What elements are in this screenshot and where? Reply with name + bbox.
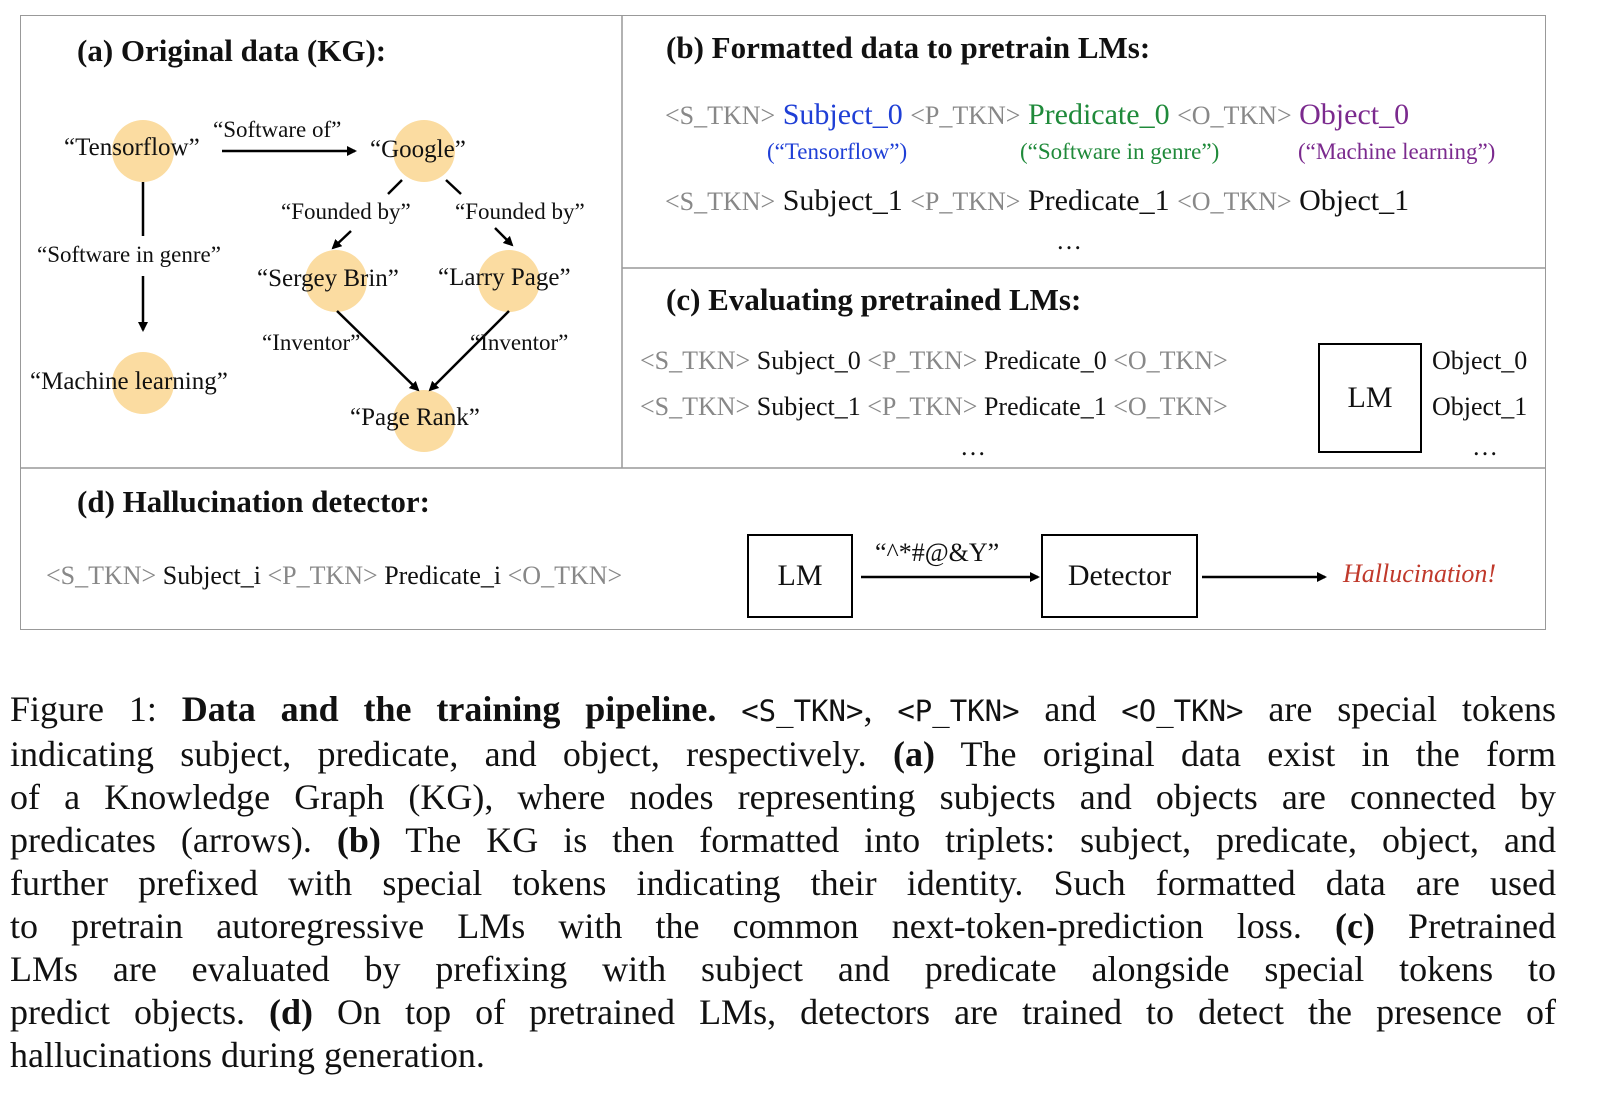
panel-d-input	[46, 561, 622, 591]
caption-line-2	[10, 733, 1556, 776]
edge-inventor-2: “Inventor”	[470, 330, 569, 355]
node-tensorflow: “Tensorflow”	[64, 134, 200, 161]
predicate-i: Predicate_i	[384, 561, 502, 590]
edge-software-in-genre: “Software in genre”	[37, 242, 221, 267]
caption-line-7: LMs are evaluated by prefixing with subject and predicate alongside special tokens to	[10, 949, 1556, 989]
caption-text	[716, 689, 741, 729]
o-token: <O_TKN>	[1177, 187, 1292, 216]
panel-c-object-0: Object_0	[1432, 346, 1528, 375]
p-token: <P_TKN>	[910, 187, 1021, 216]
caption-text: The original data exist in the form	[934, 734, 1556, 774]
p-token: <P_TKN>	[867, 346, 978, 375]
caption-text: to pretrain autoregressive LMs with the common next-token-prediction loss.	[10, 906, 1335, 946]
panel-c-lm-box: LM	[1318, 343, 1422, 453]
panel-b-ellipsis: …	[1056, 226, 1082, 255]
subject-0: Subject_0	[756, 346, 861, 375]
subject-0-note: (“Tensorflow”)	[767, 139, 908, 164]
caption-text: are special tokens	[1243, 689, 1557, 729]
panel-d-lm-box: LM	[747, 534, 853, 618]
panel-b-row1	[665, 184, 1409, 218]
node-google: “Google”	[370, 136, 466, 163]
node-page-rank: “Page Rank”	[350, 404, 480, 431]
figure-caption	[10, 688, 1556, 1077]
caption-text: indicating subject, predicate, and object, respectively.	[10, 734, 893, 774]
garbled-output: “^*#@&Y”	[875, 538, 1000, 567]
caption-text: ,	[863, 689, 898, 729]
o-token: <O_TKN>	[507, 561, 623, 590]
hallucination-result: Hallucination!	[1343, 559, 1497, 588]
panel-a-title: (a) Original data (KG):	[77, 33, 387, 68]
o-token: <O_TKN>	[1113, 392, 1228, 421]
subject-1: Subject_1	[782, 184, 903, 217]
caption-line-5: further prefixed with special tokens indicating their identity. Such formatted data are used	[10, 863, 1556, 903]
edge-inventor-1: “Inventor”	[262, 330, 361, 355]
s-token: <S_TKN>	[640, 392, 751, 421]
caption-line-6	[10, 905, 1556, 948]
panel-c-object-1: Object_1	[1432, 392, 1528, 421]
predicate-0: Predicate_0	[1027, 98, 1170, 131]
caption-text: Figure 1:	[10, 689, 182, 729]
caption-text: predicates (arrows).	[10, 820, 337, 860]
subject-0: Subject_0	[782, 98, 903, 131]
p-token: <P_TKN>	[267, 561, 378, 590]
node-larry-page: “Larry Page”	[438, 264, 571, 291]
caption-bold: Data and the training pipeline.	[181, 689, 717, 729]
caption-line-8	[10, 991, 1556, 1034]
object-0: Object_0	[1299, 98, 1410, 131]
p-token: <P_TKN>	[910, 101, 1021, 130]
panel-d-title: (d) Hallucination detector:	[77, 484, 431, 519]
s-token: <S_TKN>	[665, 101, 776, 130]
s-token: <S_TKN>	[665, 187, 776, 216]
detector-box: Detector	[1041, 534, 1198, 618]
caption-bold: (d)	[269, 992, 313, 1032]
panel-c-row0	[640, 346, 1228, 376]
caption-text: The KG is then formatted into triplets: subject, predicate, object, and	[380, 820, 1556, 860]
caption-token: <P_TKN>	[897, 694, 1020, 728]
caption-text: and	[1019, 689, 1122, 729]
edge-software-of: “Software of”	[213, 117, 342, 142]
panel-b-row0	[665, 98, 1409, 132]
o-token: <O_TKN>	[1113, 346, 1228, 375]
caption-text: Pretrained	[1374, 906, 1556, 946]
caption-bold: (a)	[892, 734, 935, 774]
panel-c-ellipsis-right: …	[1472, 432, 1498, 461]
predicate-0: Predicate_0	[983, 346, 1107, 375]
panel-c-title: (c) Evaluating pretrained LMs:	[666, 282, 1082, 317]
caption-line-3: of a Knowledge Graph (KG), where nodes representing subjects and objects are connected by	[10, 777, 1556, 817]
predicate-1: Predicate_1	[1027, 184, 1170, 217]
s-token: <S_TKN>	[640, 346, 751, 375]
caption-bold: (b)	[336, 820, 381, 860]
caption-line-9: hallucinations during generation.	[10, 1035, 485, 1075]
caption-bold: (c)	[1334, 906, 1375, 946]
p-token: <P_TKN>	[867, 392, 978, 421]
caption-token: <O_TKN>	[1121, 694, 1244, 728]
edge-founded-by-2: “Founded by”	[455, 199, 585, 224]
caption-text: On top of pretrained LMs, detectors are trained to detect the presence of	[313, 992, 1557, 1032]
node-sergey-brin: “Sergey Brin”	[257, 265, 399, 292]
predicate-1: Predicate_1	[983, 392, 1107, 421]
predicate-0-note: (“Software in genre”)	[1020, 139, 1220, 164]
subject-1: Subject_1	[756, 392, 861, 421]
panel-c-row1	[640, 392, 1228, 422]
node-machine-learning: “Machine learning”	[30, 368, 228, 395]
s-token: <S_TKN>	[46, 561, 157, 590]
edge-founded-by-1: “Founded by”	[281, 199, 411, 224]
caption-line-1	[10, 688, 1556, 733]
caption-text: predict objects.	[10, 992, 269, 1032]
panel-b-title: (b) Formatted data to pretrain LMs:	[666, 30, 1151, 65]
caption-line-4	[10, 819, 1556, 862]
object-0-note: (“Machine learning”)	[1298, 139, 1496, 164]
object-1: Object_1	[1299, 184, 1410, 217]
subject-i: Subject_i	[162, 561, 261, 590]
caption-token: <S_TKN>	[741, 694, 864, 728]
panel-c-ellipsis-left: …	[960, 432, 986, 461]
o-token: <O_TKN>	[1177, 101, 1292, 130]
